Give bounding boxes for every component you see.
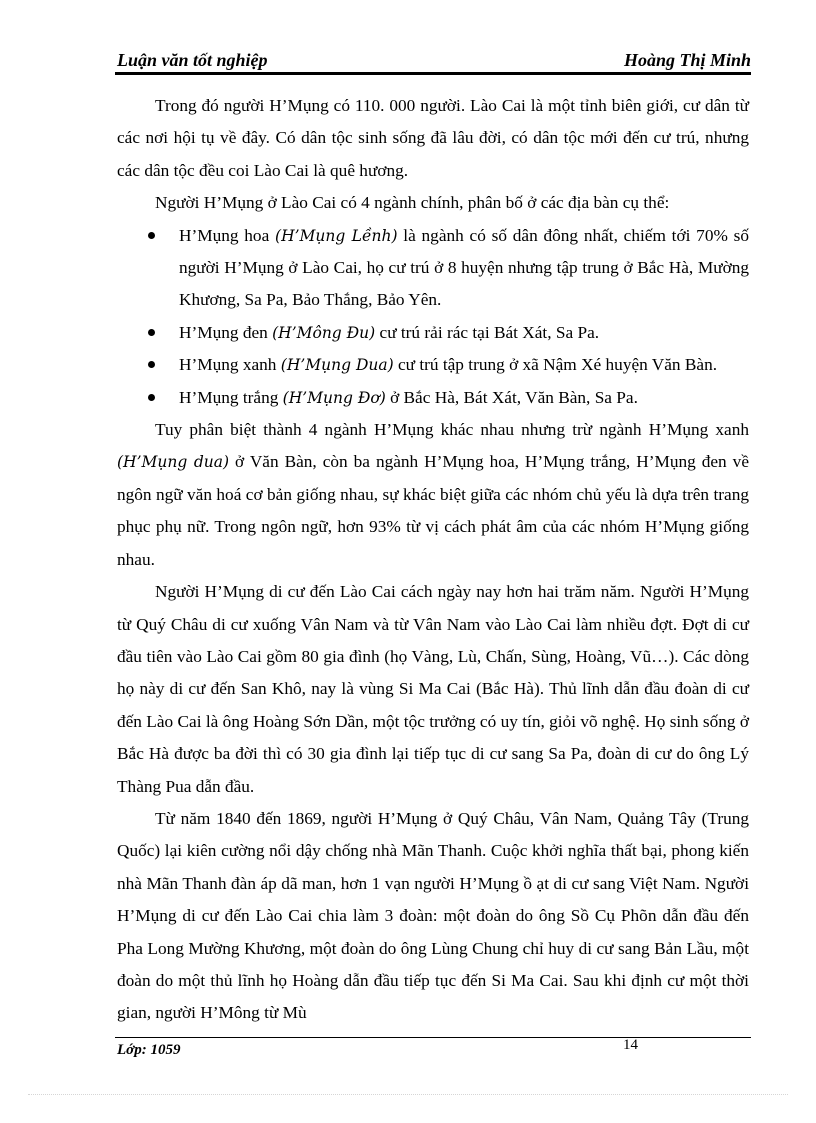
list-item (145, 317, 749, 349)
list-item-italic: (H’Mụng Đơ) (282, 388, 386, 407)
paragraph: Người H’Mụng ở Lào Cai có 4 ngành chính, phân bố ở các địa bàn cụ thể: (155, 193, 670, 213)
footer-class-label: Lớp: 1059 (117, 1042, 181, 1058)
list-item (145, 349, 749, 381)
list-item-text: H’Mụng xanh (179, 355, 281, 375)
paragraph: Người H’Mụng di cư đến Lào Cai cách ngày nay hơn hai trăm năm. Người H’Mụng từ Quý Châu di cư xuống Vân Nam và từ Vân Nam vào Lào Cai làm nhiều đợt. Đợt di cư đầu tiên vào Lào Cai gồm 80 gia đình (họ Vàng, Lù, Chấn, Sùng, Hoàng, Vũ…). Các dòng họ này di cư đến San Khô, nay là vùng Si Ma Cai (Bắc Hà). Thủ lĩnh dẫn đầu đoàn di cư đến Lào Cai là ông Hoàng Sớn Dần, một tộc trưởng có uy tín, giỏi võ nghệ. Họ sinh sống ở Bắc Hà được ba đời thì có 30 gia đình lại tiếp tục di cư sang Sa Pa, đoàn di cư do ông Lý Thàng Pua dẫn đầu. (117, 582, 749, 796)
list-item-italic: (H’Mụng Lềnh) (275, 226, 398, 245)
header-thesis-title: Luận văn tốt nghiệp (117, 50, 268, 70)
paragraph-italic: (H’Mụng dua) (117, 453, 230, 472)
paragraph (117, 414, 749, 576)
list-item-italic: (H’Mông Đu) (272, 323, 376, 342)
bullet-list (117, 220, 749, 414)
footer-divider (115, 1037, 751, 1038)
bullet-dot-icon (148, 361, 155, 368)
page-break-line (28, 1094, 788, 1095)
paragraph: Trong đó người H’Mụng có 110. 000 người. Lào Cai là một tỉnh biên giới, cư dân từ các nơi hội tụ về đây. Có dân tộc sinh sống đã lâu đời, có dân tộc mới đến cư trú, nhưng các dân tộc đều coi Lào Cai là quê hương. (117, 96, 749, 180)
list-item (145, 220, 749, 317)
bullet-dot-icon (148, 394, 155, 401)
paragraph-text: Tuy phân biệt thành 4 ngành H’Mụng khác nhau nhưng trừ ngành H’Mụng xanh (155, 420, 749, 440)
page-number: 14 (623, 1037, 638, 1053)
list-item-text: là ngành có số dân đông nhất, chiếm tới 70% số người H’Mụng ở Lào Cai, họ cư trú ở 8 huyện nhưng tập trung ở Bắc Hà, Mường Khương, Sa Pa, Bảo Thắng, Bảo Yên. (179, 225, 749, 310)
list-item-text: H’Mụng đen (179, 322, 273, 342)
list-item-text: ở Bắc Hà, Bát Xát, Văn Bàn, Sa Pa. (385, 387, 638, 407)
list-item-italic: (H’Mụng Dua) (280, 356, 394, 375)
list-item-text: H’Mụng hoa (179, 225, 276, 245)
list-item-text: cư trú tập trung ở xã Nậm Xé huyện Văn Bàn. (393, 355, 718, 375)
bullet-dot-icon (148, 232, 155, 239)
page-header (115, 46, 751, 74)
paragraph-text: ở Văn Bàn, còn ba ngành H’Mụng hoa, H’Mụng trắng, H’Mụng đen về ngôn ngữ văn hoá cơ bản giống nhau, sự khác biệt giữa các nhóm chủ yếu là dựa trên trang phục phụ nữ. Trong ngôn ngữ, hơn 93% từ vị cách phát âm của các nhóm H’Mụng giống nhau. (117, 452, 749, 569)
header-author-name: Hoàng Thị Minh (623, 50, 751, 70)
list-item (145, 382, 749, 414)
header-divider (115, 72, 751, 75)
paragraph: Từ năm 1840 đến 1869, người H’Mụng ở Quý Châu, Vân Nam, Quảng Tây (Trung Quốc) lại kiên cường nổi dậy chống nhà Mãn Thanh. Cuộc khởi nghĩa thất bại, phong kiến nhà Mãn Thanh đàn áp dã man, hơn 1 vạn người H’Mụng ồ ạt di cư sang Việt Nam. Người H’Mụng di cư đến Lào Cai chia làm 3 đoàn: một đoàn do ông Sồ Cụ Phõn dẫn đầu đến Pha Long Mường Khương, một đoàn do ông Lùng Chung chỉ huy di cư sang Bản Lầu, một đoàn do một thủ lĩnh họ Hoàng dẫn đầu tiếp tục đến Si Ma Cai. Sau khi định cư một thời gian, người H’Mông từ Mù (117, 808, 749, 1023)
list-item-text: cư trú rải rác tại Bát Xát, Sa Pa. (375, 322, 600, 342)
bullet-dot-icon (148, 329, 155, 336)
list-item-text: H’Mụng trắng (179, 387, 283, 407)
body-text (117, 90, 749, 1030)
